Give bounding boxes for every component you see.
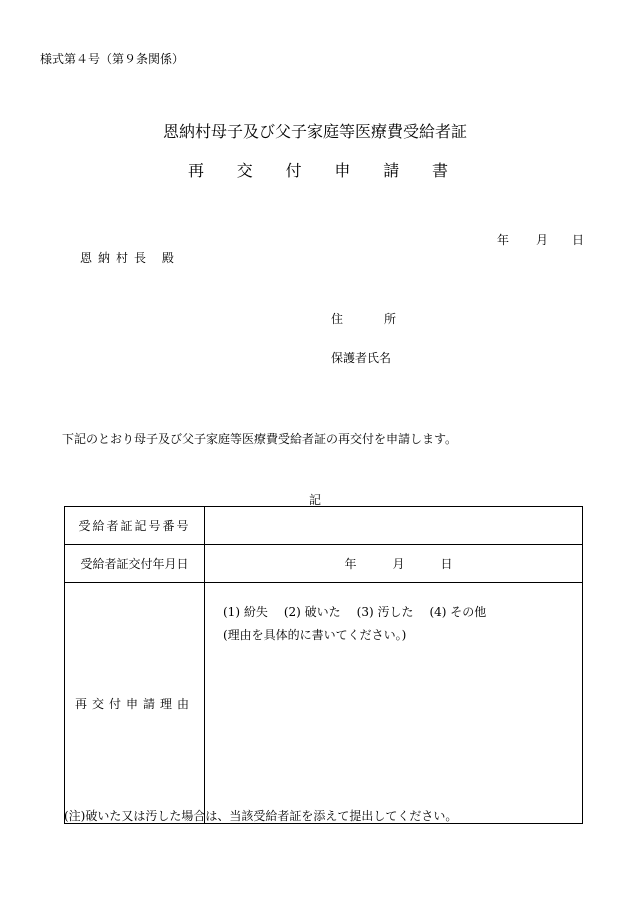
table-row — [65, 545, 583, 583]
reason-option-soiled[interactable]: (3) 汚した — [356, 605, 414, 619]
reason-option-other[interactable]: (4) その他 — [429, 605, 487, 619]
reason-note: (理由を具体的に書いてください。) — [223, 628, 407, 642]
table-row — [65, 507, 583, 545]
reissue-reason-field[interactable] — [205, 583, 583, 824]
address-label-char: 所 — [383, 312, 396, 326]
form-number: 様式第４号（第９条関係） — [40, 52, 185, 66]
application-table — [64, 506, 583, 824]
reason-options — [223, 603, 582, 620]
subtitle-char: 付 — [285, 161, 302, 180]
ki-heading: 記 — [308, 493, 321, 507]
addressee: 恩納村長 殿 — [80, 251, 180, 265]
footnote: (注)破いた又は汚した場合は、当該受給者証を添えて提出してください。 — [64, 809, 458, 823]
date-month-label: 月 — [536, 233, 549, 247]
address-label-char: 住 — [331, 312, 344, 326]
cert-number-label: 受給者証記号番号 — [65, 507, 205, 545]
application-statement: 下記のとおり母子及び父子家庭等医療費受給者証の再交付を申請します。 — [62, 432, 458, 446]
subtitle-char: 書 — [431, 161, 448, 180]
cert-number-field[interactable] — [205, 507, 583, 545]
issue-year-label: 年 — [344, 557, 357, 571]
subtitle-char: 請 — [383, 161, 400, 180]
subtitle-char: 申 — [334, 161, 351, 180]
reissue-reason-label: 再交付申請理由 — [65, 583, 205, 824]
date-year-label: 年 — [497, 233, 510, 247]
reason-option-lost[interactable]: (1) 紛失 — [223, 605, 268, 619]
issue-date-label: 受給者証交付年月日 — [65, 545, 205, 583]
date-day-label: 日 — [572, 233, 585, 247]
document-subtitle — [188, 158, 448, 181]
issue-day-label: 日 — [440, 557, 453, 571]
guardian-name-label: 保護者氏名 — [331, 351, 392, 365]
subtitle-char: 交 — [236, 161, 253, 180]
address-label — [331, 310, 396, 327]
issue-date-field[interactable] — [205, 545, 583, 583]
document-title: 恩納村母子及び父子家庭等医療費受給者証 — [162, 122, 467, 141]
subtitle-char: 再 — [188, 161, 205, 180]
table-row — [65, 583, 583, 824]
issue-month-label: 月 — [392, 557, 405, 571]
reason-option-torn[interactable]: (2) 破いた — [283, 605, 341, 619]
